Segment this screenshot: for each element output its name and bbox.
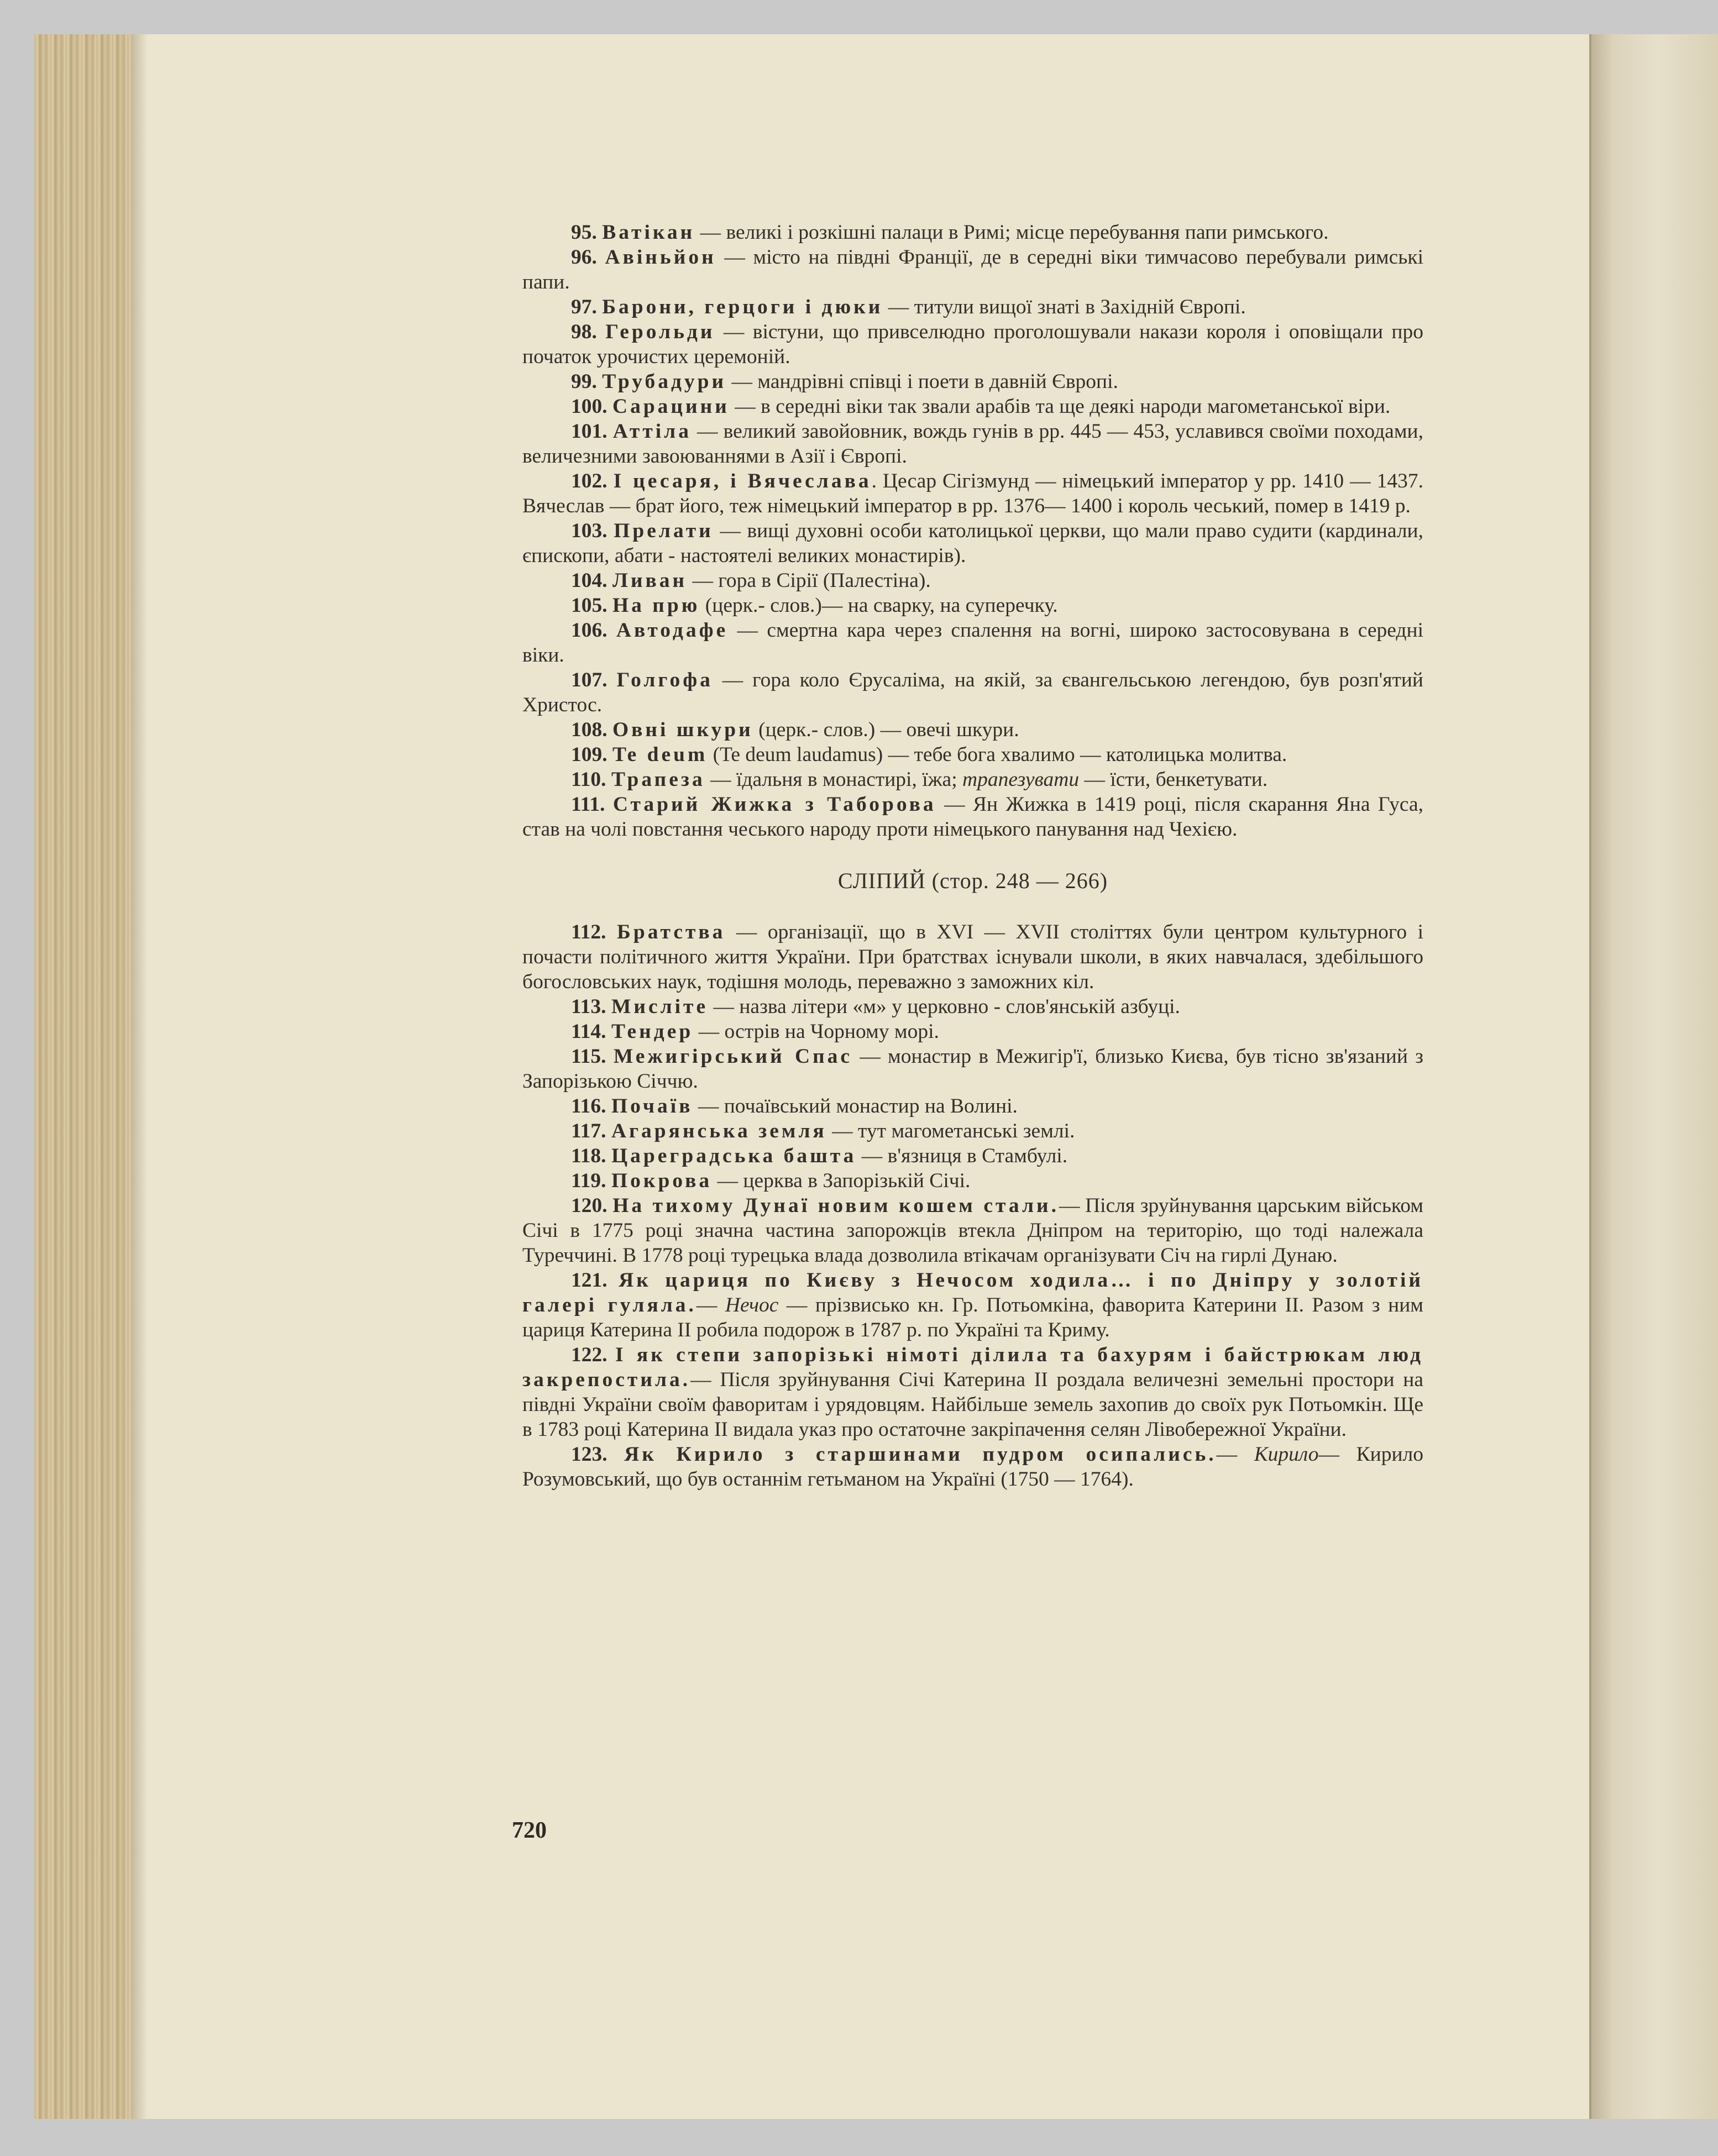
note-term: Старий Жижка з Таборова <box>612 793 936 816</box>
note-term: Te deum <box>612 743 708 766</box>
book-spine-edge <box>34 34 131 2119</box>
note-text: — в середні віки так звали арабів та ще деякі народи магометанської віри. <box>729 395 1391 418</box>
note-entry <box>522 394 1423 419</box>
note-term: Овні шкури <box>612 718 753 741</box>
note-number: 106. <box>571 619 607 642</box>
note-term: Герольди <box>605 321 715 343</box>
note-number: 96. <box>571 246 597 269</box>
note-text: — <box>1216 1443 1254 1466</box>
note-number: 121. <box>571 1269 607 1292</box>
note-number: 122. <box>571 1344 607 1366</box>
section-title: СЛІПИЙ (стор. 248 — 266) <box>837 868 1108 893</box>
note-entry <box>522 518 1423 568</box>
note-text: — смертна кара через спалення на вогні, широко застосовувана в середні віки. <box>522 619 1423 667</box>
note-entry <box>522 792 1423 842</box>
note-term: І цесаря, і Вячеслава <box>613 470 872 492</box>
page-number: 720 <box>512 1818 547 1843</box>
note-entry <box>522 245 1423 295</box>
note-entry <box>522 220 1423 245</box>
note-entry <box>522 319 1423 369</box>
note-text: — великі і розкішні палаци в Римі; місце перебування папи римського. <box>695 221 1329 244</box>
note-number: 97. <box>571 296 597 318</box>
note-term: Сарацини <box>612 395 730 418</box>
note-number: 117. <box>571 1120 606 1142</box>
note-term: Тендер <box>611 1020 694 1043</box>
note-entry <box>522 469 1423 518</box>
note-entry <box>522 767 1423 792</box>
facing-page-strip <box>1591 34 1718 2119</box>
note-text: — гора коло Єрусаліма, на якій, за євангельською легендою, був розп'ятий Христос. <box>522 669 1423 716</box>
note-number: 115. <box>571 1045 606 1068</box>
note-number: 107. <box>571 669 607 691</box>
note-term: Барони, герцоги і дюки <box>602 296 883 318</box>
note-text: — місто на півдні Франції, де в середні віки тимчасово перебували римські папи. <box>522 246 1423 293</box>
note-text: (Te deum laudamus) — тебе бога хвалимо — католицька молитва. <box>708 743 1287 766</box>
note-term: Цареградська башта <box>611 1145 857 1167</box>
note-number: 108. <box>571 718 607 741</box>
note-number: 98. <box>571 321 597 343</box>
notes-group-b <box>522 920 1423 1492</box>
note-number: 113. <box>571 995 606 1018</box>
note-text: — назва літери «м» у церковно - слов'янській азбуці. <box>708 995 1180 1018</box>
note-italic: Кирило <box>1254 1443 1319 1466</box>
note-entry <box>522 1019 1423 1044</box>
note-entry <box>522 419 1423 469</box>
note-entry <box>522 1044 1423 1094</box>
note-text: — почаївський монастир на Волині. <box>693 1095 1018 1118</box>
note-text: — вищі духовні особи католицької церкви, що мали право судити (кардинали, єпископи, абати - настоятелі великих монастирів). <box>522 520 1424 567</box>
note-entry <box>522 369 1423 394</box>
note-number: 103. <box>571 520 607 542</box>
note-term: Ватікан <box>602 221 695 244</box>
notes-text <box>522 220 1423 1492</box>
note-number: 118. <box>571 1145 606 1167</box>
note-term: Голгофа <box>616 669 713 691</box>
note-term: Як цариця по Києву з Нечосом ходила… і по Дніпру у золотій галері гуляла. <box>522 1269 1424 1316</box>
note-number: 100. <box>571 395 607 418</box>
note-term: На прю <box>612 594 700 617</box>
note-italic: трапезувати <box>962 768 1080 791</box>
note-entry <box>522 742 1423 767</box>
note-term: Авіньйон <box>605 246 716 269</box>
gutter-shadow <box>131 34 148 2119</box>
note-number: 101. <box>571 420 607 443</box>
note-text: — організації, що в XVI — XVII століттях були центром культурного і почасти політичного життя України. При братствах існували школи, в яких навчалася, здебільшого богословських наук, тодішня молодь, переважно з заможних кіл. <box>522 921 1423 993</box>
note-text: — їдальня в монастирі, їжа; <box>705 768 962 791</box>
note-term: Покрова <box>611 1169 713 1192</box>
notes-group-a <box>522 220 1423 842</box>
note-number: 112. <box>571 921 606 943</box>
note-text: — мандрівні співці і поети в давній Європі. <box>726 370 1118 393</box>
note-term: Агарянська земля <box>611 1120 827 1142</box>
note-entry <box>522 920 1423 994</box>
note-entry <box>522 568 1423 593</box>
note-entry <box>522 295 1423 319</box>
note-entry <box>522 618 1423 668</box>
note-entry <box>522 1193 1423 1268</box>
note-term: Трапеза <box>611 768 705 791</box>
note-entry <box>522 1143 1423 1168</box>
note-term: На тихому Дунаї новим кошем стали. <box>612 1194 1060 1217</box>
note-entry <box>522 1094 1423 1119</box>
note-entry <box>522 1442 1423 1492</box>
note-text: — Ян Жижка в 1419 році, після скарання Яна Гуса, став на чолі повстання чеського народу проти німецького панування над Чехією. <box>522 793 1423 841</box>
note-term: Як Кирило з старшинами пудром осипались. <box>624 1443 1217 1466</box>
note-term: Ливан <box>612 569 688 592</box>
note-number: 99. <box>571 370 597 393</box>
note-text: — тут магометанські землі. <box>826 1120 1075 1142</box>
note-tail: — їсти, бенкетувати. <box>1079 768 1268 791</box>
note-text: (церк.- слов.) — овечі шкури. <box>753 718 1019 741</box>
note-number: 105. <box>571 594 607 617</box>
note-number: 95. <box>571 221 597 244</box>
note-number: 109. <box>571 743 607 766</box>
note-text: — монастир в Межигір'ї, близько Києва, був тісно зв'язаний з Запорізькою Січчю. <box>522 1045 1423 1093</box>
note-number: 110. <box>571 768 606 791</box>
note-term: І як степи запорізькі німоті ділила та бахурям і байстрюкам люд закрепостила. <box>522 1344 1423 1391</box>
note-text: — титули вищої знаті в Західній Європі. <box>883 296 1246 318</box>
note-entry <box>522 1268 1423 1342</box>
note-entry <box>522 593 1423 618</box>
note-text: — Після зруйнування царським військом Січі в 1775 році значна частина запорожців втекла Дніпром на територію, що тоді належала Туреччині. В 1778 році турецька влада дозволила втікачам організувати Січ на гирлі Дунаю. <box>522 1194 1424 1267</box>
note-entry <box>522 994 1423 1019</box>
note-text: — в'язниця в Стамбулі. <box>856 1145 1068 1167</box>
note-term: Аттіла <box>612 420 692 443</box>
note-text: (церк.- слов.)— на сварку, на суперечку. <box>700 594 1058 617</box>
note-number: 119. <box>571 1169 606 1192</box>
note-italic: Нечос <box>725 1294 779 1316</box>
note-entry <box>522 1168 1423 1193</box>
note-number: 116. <box>571 1095 606 1118</box>
note-text: . Цесар Сігізмунд — німецький імператор у рр. 1410 — 1437. Вячеслав — брат його, теж німецький імператор в рр. 1376— 1400 і король чеський, помер в 1419 р. <box>522 470 1423 517</box>
note-text: — гора в Сірії (Палестіна). <box>687 569 931 592</box>
note-term: Межигірський Спас <box>613 1045 853 1068</box>
note-number: 104. <box>571 569 607 592</box>
note-text: — Після зруйнування Січі Катерина II роздала величезні земельні простори на півдні України своїм фаворитам і урядовцям. Найбільше земель захопив до своїх рук Потьомкін. Ще в 1783 році Катерина II видала указ про остаточне закріпачення селян Лівобережної України. <box>522 1368 1423 1441</box>
note-number: 111. <box>571 793 605 816</box>
note-term: Мисліте <box>611 995 709 1018</box>
note-text: — великий завойовник, вождь гунів в рр. 445 — 453, уславився своїми походами, величезними завоюваннями в Азії і Європі. <box>522 420 1424 468</box>
note-term: Почаїв <box>611 1095 693 1118</box>
note-term: Автодафе <box>616 619 729 642</box>
note-entry <box>522 1342 1423 1442</box>
note-text: — <box>696 1294 725 1316</box>
note-text: — церква в Запорізькій Січі. <box>712 1169 971 1192</box>
note-text: — острів на Чорному морі. <box>693 1020 939 1043</box>
note-number: 102. <box>571 470 607 492</box>
note-term: Трубадури <box>602 370 727 393</box>
note-term: Прелати <box>614 520 714 542</box>
note-number: 114. <box>571 1020 606 1043</box>
note-term: Братства <box>617 921 726 943</box>
note-number: 123. <box>571 1443 607 1466</box>
note-text: — вістуни, що привселюдно проголошували накази короля і оповіщали про початок урочистих церемоній. <box>522 321 1423 368</box>
note-entry <box>522 668 1423 717</box>
note-number: 120. <box>571 1194 607 1217</box>
note-entry <box>522 1119 1423 1143</box>
note-entry <box>522 717 1423 742</box>
note-tail: — Кирило Розумовський, що був останнім гетьманом на Україні (1750 — 1764). <box>522 1443 1423 1491</box>
note-tail: — прізвисько кн. Гр. Потьомкіна, фаворита Катерини II. Разом з ним цариця Катерина II робила подорож в 1787 р. по Україні та Криму. <box>522 1294 1423 1341</box>
